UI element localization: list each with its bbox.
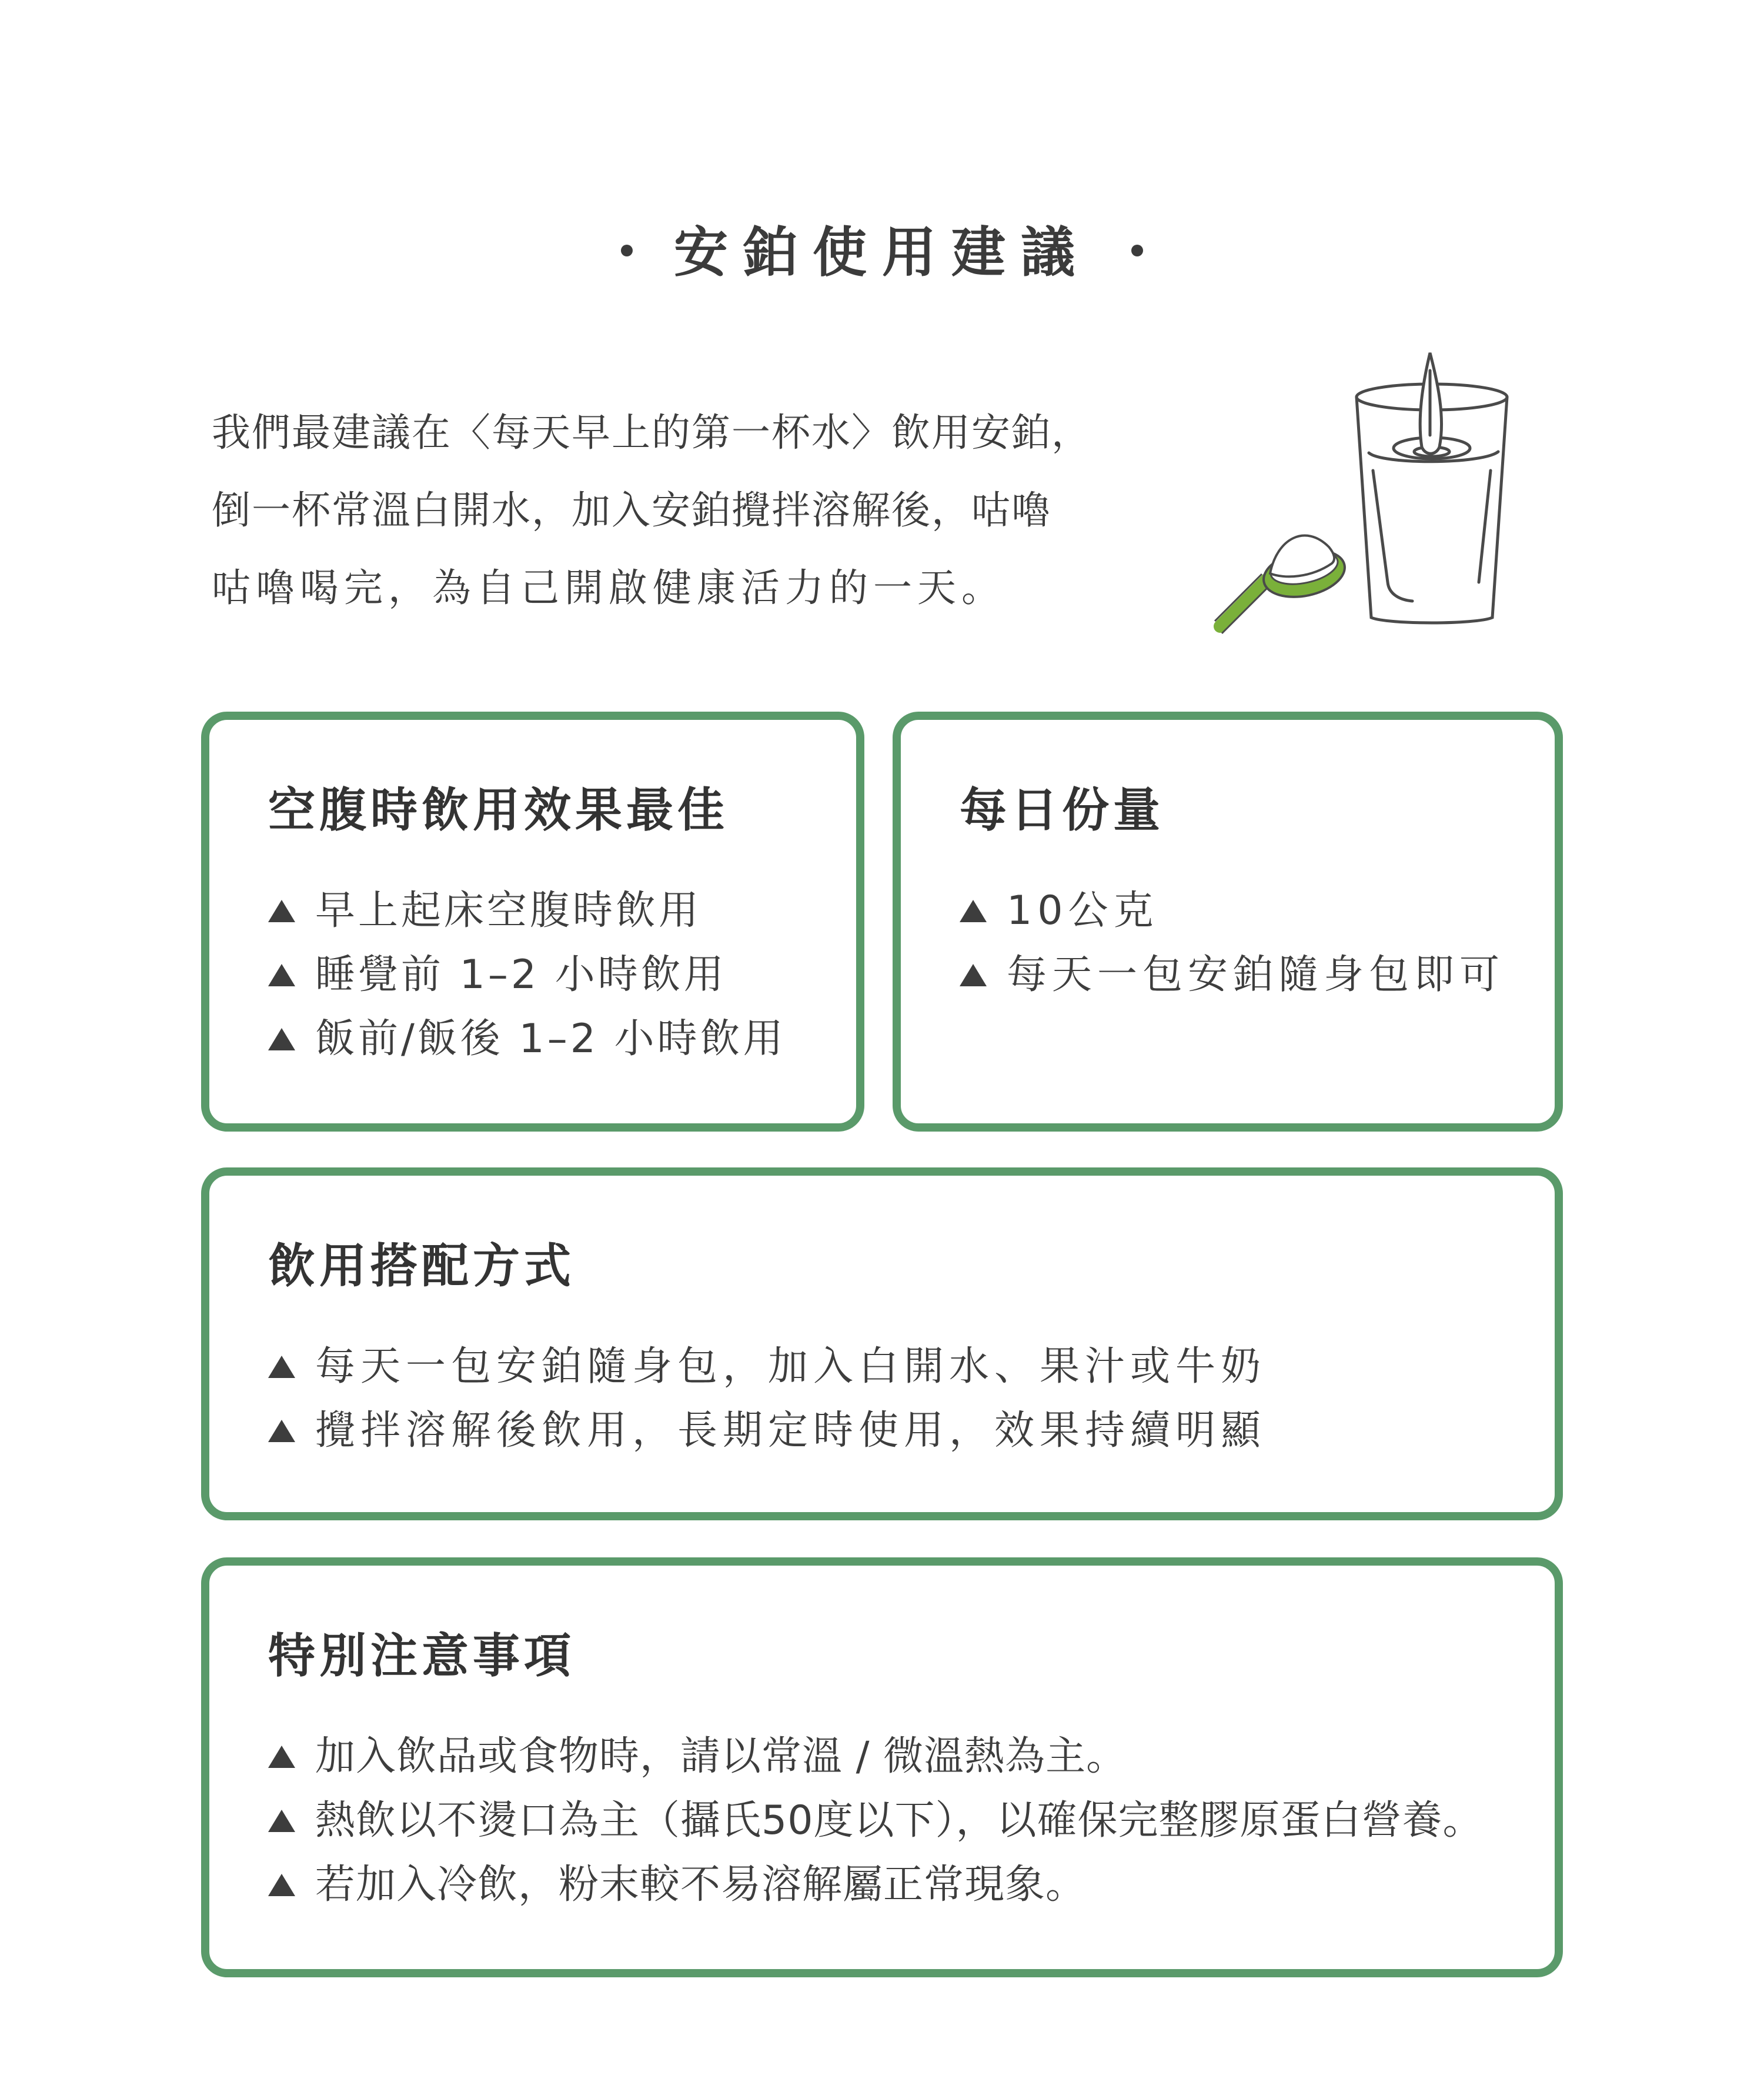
triangle-bullet-icon	[960, 900, 987, 922]
triangle-bullet-icon	[268, 1874, 295, 1896]
triangle-bullet-icon	[268, 1356, 295, 1378]
card-empty-stomach	[201, 712, 864, 1132]
list-item-text: 攪拌溶解後飲用，長期定時使用，效果持續明顯	[315, 1407, 1267, 1454]
list-item	[268, 1399, 1266, 1463]
list-item	[268, 1334, 1266, 1399]
card-title: 特別注意事項	[268, 1629, 575, 1683]
list-item	[268, 943, 786, 1007]
list-item-text: 早上起床空腹時飲用	[315, 887, 702, 934]
list-item	[268, 879, 786, 943]
card-title: 飲用搭配方式	[268, 1239, 575, 1293]
list-item-text: 飯前/飯後 1–2 小時飲用	[315, 1016, 786, 1062]
usage-illustration	[1211, 347, 1517, 641]
card-list	[268, 1724, 1484, 1917]
list-item	[960, 879, 1505, 943]
list-item	[960, 943, 1505, 1007]
triangle-bullet-icon	[960, 964, 987, 986]
list-item-text: 每天一包安鉑隨身包即可	[1007, 952, 1505, 998]
triangle-bullet-icon	[268, 964, 295, 986]
triangle-bullet-icon	[268, 1810, 295, 1832]
intro-line: 咕嚕喝完，為自己開啟健康活力的一天。	[212, 565, 1005, 610]
card-pairing-methods	[201, 1167, 1563, 1520]
list-item-text: 10公克	[1007, 887, 1159, 934]
list-item-text: 睡覺前 1–2 小時飲用	[315, 952, 727, 998]
card-list	[268, 879, 786, 1071]
list-item	[268, 1853, 1484, 1917]
triangle-bullet-icon	[268, 1028, 295, 1050]
card-daily-amount	[893, 712, 1563, 1132]
bullet-dot-icon	[1131, 245, 1143, 256]
list-item-text: 熱飲以不燙口為主（攝氏50度以下），以確保完整膠原蛋白營養。	[315, 1797, 1484, 1844]
triangle-bullet-icon	[268, 1746, 295, 1768]
water-glass-icon	[1357, 353, 1507, 623]
card-title: 空腹時飲用效果最佳	[268, 783, 729, 838]
list-item-text: 若加入冷飲，粉末較不易溶解屬正常現象。	[315, 1861, 1087, 1908]
scoop-icon	[1215, 536, 1349, 633]
card-list	[268, 1334, 1266, 1463]
list-item-text: 加入飲品或食物時，請以常溫 / 微溫熱為主。	[315, 1733, 1127, 1780]
triangle-bullet-icon	[268, 900, 295, 922]
list-item	[268, 1007, 786, 1071]
list-item	[268, 1789, 1484, 1853]
bullet-dot-icon	[621, 245, 633, 256]
card-list	[960, 879, 1505, 1007]
intro-line: 我們最建議在〈每天早上的第一杯水〉飲用安鉑，	[212, 410, 1091, 455]
card-title: 每日份量	[960, 783, 1164, 838]
list-item	[268, 1724, 1484, 1789]
intro-line: 倒一杯常溫白開水，加入安鉑攪拌溶解後，咕嚕	[212, 488, 1051, 533]
triangle-bullet-icon	[268, 1420, 295, 1442]
page-title-row	[0, 218, 1764, 288]
intro-paragraph	[212, 394, 1164, 627]
list-item-text: 每天一包安鉑隨身包，加入白開水、果汁或牛奶	[315, 1343, 1267, 1390]
page-title: 安鉑使用建議	[673, 221, 1090, 284]
card-special-notes	[201, 1557, 1563, 1977]
